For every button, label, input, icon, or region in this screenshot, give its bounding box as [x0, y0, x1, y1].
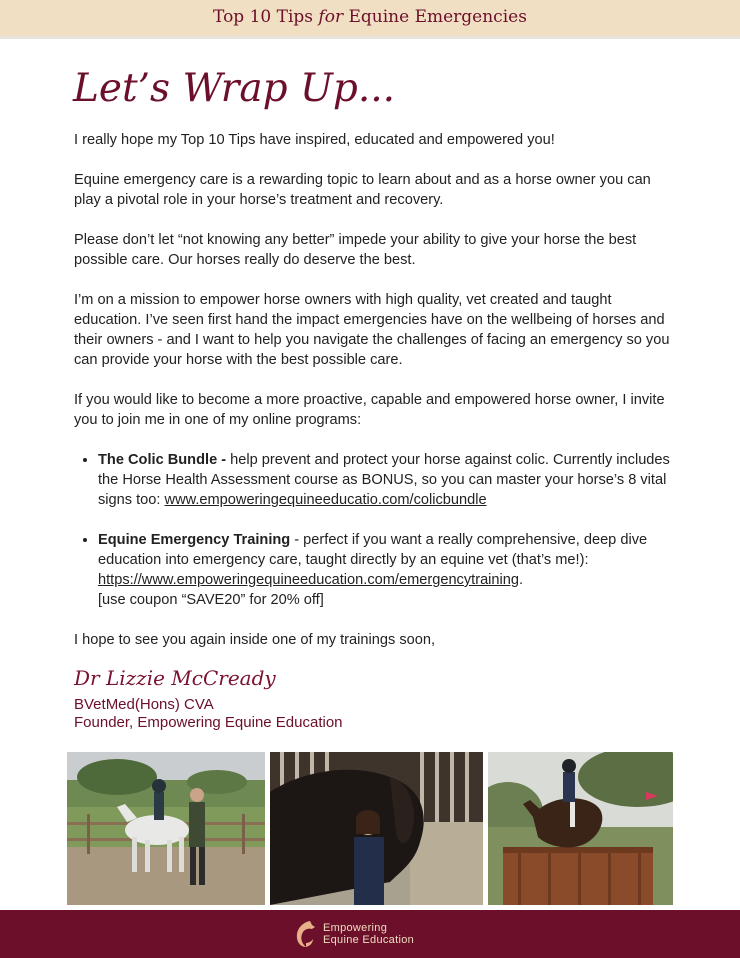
photo-cross-country-jump	[488, 752, 673, 905]
author-role: Founder, Empowering Equine Education	[74, 714, 343, 731]
body-text	[74, 130, 674, 670]
signature: Dr Lizzie McCready	[74, 666, 276, 690]
header-bar	[0, 0, 740, 39]
footer-bar	[0, 910, 740, 958]
program-description: help prevent and protect your horse against colic. Currently includes the Horse Health Assessment course as BONUS, so you can master your horse’s 8 vital signs too:	[98, 452, 670, 508]
emergency-training-link[interactable]: https://www.empoweringequineeducation.com/emergencytraining	[98, 572, 520, 588]
credentials: BVetMed(Hons) CVA	[74, 696, 214, 713]
program-list	[74, 450, 674, 610]
author-credentials	[74, 696, 343, 732]
paragraph: If you would like to become a more proactive, capable and empowered horse owner, I invite you to join me in one of my online programs:	[74, 392, 665, 428]
paragraph: Equine emergency care is a rewarding topic to learn about and as a horse owner you can play a pivotal role in your horse’s treatment and recovery.	[74, 172, 651, 208]
program-name: The Colic Bundle -	[98, 452, 227, 468]
paragraph: I really hope my Top 10 Tips have inspired, educated and empowered you!	[74, 132, 555, 148]
program-name: Equine Emergency Training	[98, 532, 291, 548]
program-item-emergency-training: • Equine Emergency Training - perfect if you want a really comprehensive, deep dive education into emergency care, taught directly by an equine vet (that’s me!): https://www.empoweringequineeducation.com/emergencytraining. [use coupon “SAVE20” for 20% off]	[98, 530, 674, 610]
paragraph: I’m on a mission to empower horse owners with high quality, vet created and taught education. I’ve seen first hand the impact emergencies have on the wellbeing of horses and their owners - and I want to help you navigate the challenges of facing an emergency so you can provide your horse with the best possible care.	[74, 292, 670, 368]
horse-logo-icon	[292, 919, 318, 949]
program-item-colic-bundle	[98, 450, 674, 510]
photo-pony-riding	[67, 752, 265, 905]
colic-bundle-link[interactable]: www.empoweringequineeducatio.com/colicbundle	[164, 492, 487, 508]
page-title: Let’s Wrap Up...	[73, 66, 396, 111]
program-description: - perfect if you want a really comprehensive, deep dive education into emergency care, taught directly by an equine vet (that’s me!):	[98, 532, 648, 568]
footer-brand: Empowering Equine Education	[323, 922, 415, 946]
closing-line: I hope to see you again inside one of my trainings soon,	[74, 632, 436, 648]
paragraph: Please don’t let “not knowing any better” impede your ability to give your horse the best possible care. Our horses really do deserve the best.	[74, 232, 637, 268]
coupon-note: [use coupon “SAVE20” for 20% off]	[98, 592, 324, 608]
photo-vet-with-horse	[270, 752, 483, 905]
header-title: Top 10 Tips for Equine Emergencies	[213, 7, 527, 27]
